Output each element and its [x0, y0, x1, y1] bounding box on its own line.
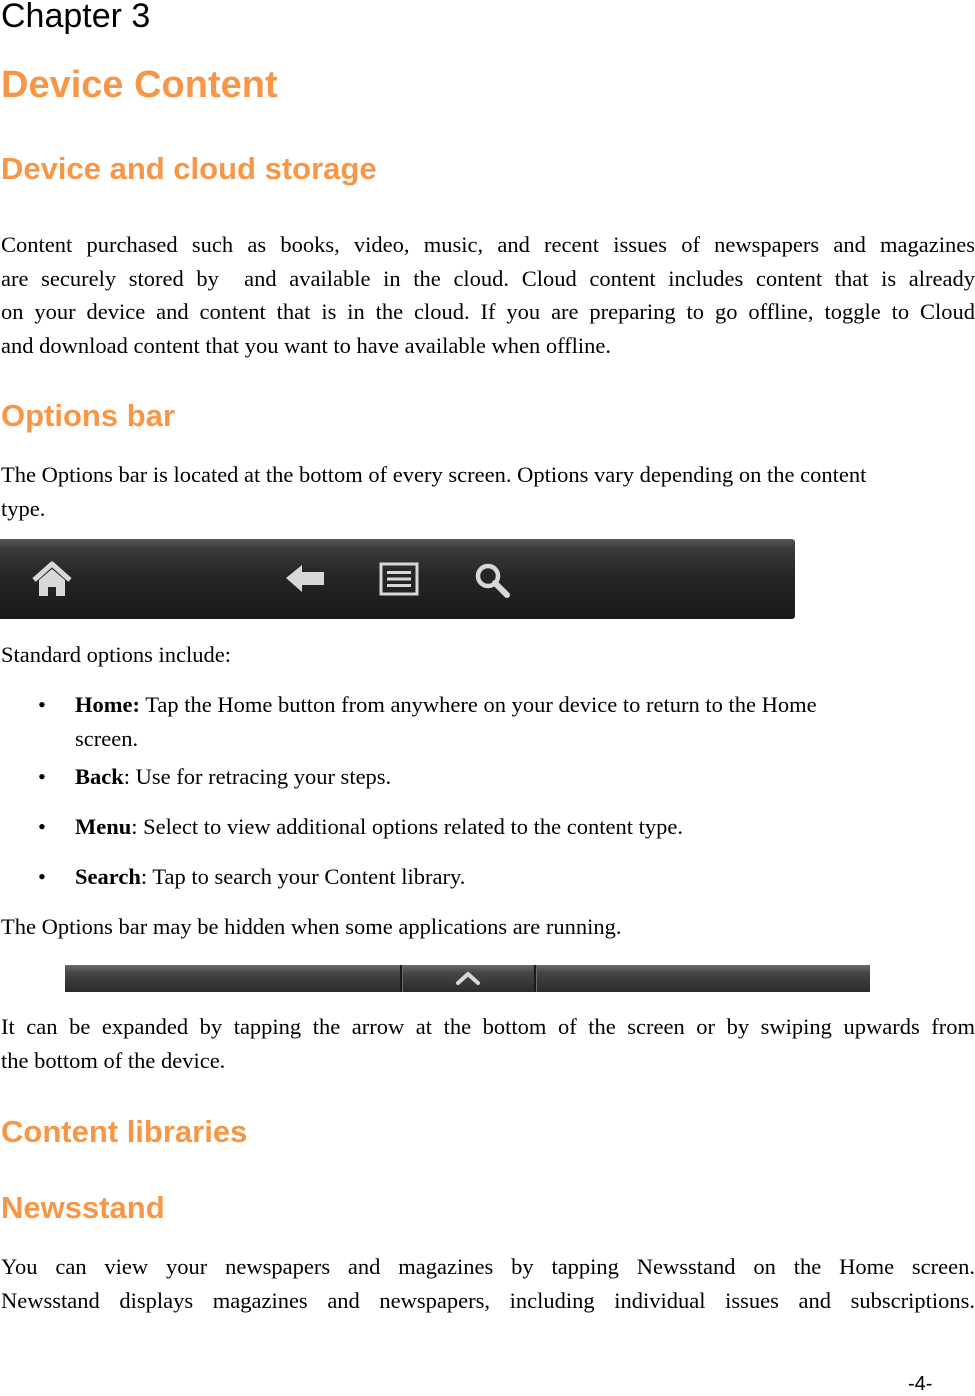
options-intro-line: The Options bar is located at the bottom of every screen. Options vary depending on the content	[1, 462, 867, 487]
options-intro-line: type.	[1, 495, 46, 521]
bullet-icon: •	[38, 692, 46, 717]
options-hidden-note: The Options bar may be hidden when some applications are running.	[1, 914, 622, 939]
expand-line: the bottom of the device.	[1, 1047, 226, 1073]
bullet-term: Search	[75, 864, 141, 889]
bullet-text: screen.	[75, 725, 139, 751]
chapter-label: Chapter 3	[1, 0, 151, 35]
bullet-term: Home:	[75, 692, 140, 717]
bar-divider	[534, 965, 537, 992]
search-icon[interactable]	[470, 559, 514, 599]
heading-device-cloud-storage: Device and cloud storage	[1, 151, 377, 186]
list-item	[38, 860, 925, 894]
page-number: -4-	[908, 1373, 933, 1395]
bullet-icon: •	[38, 764, 46, 789]
menu-icon[interactable]	[377, 559, 421, 599]
bullet-text: : Use for retracing your steps.	[123, 764, 392, 789]
storage-line: Content purchased such as books, video, music, and recent issues of newspapers and magazines	[1, 232, 975, 257]
chevron-up-icon[interactable]	[455, 970, 481, 986]
storage-line: are securely stored by and available in the cloud. Cloud content includes content that is already	[1, 265, 975, 291]
list-item	[38, 810, 925, 844]
bullet-term: Back	[75, 764, 124, 789]
collapsed-options-bar-image	[65, 965, 870, 992]
bullet-text: Tap the Home button from anywhere on your device to return to the Home	[139, 692, 817, 717]
options-intro	[1, 458, 975, 525]
bullet-icon: •	[38, 814, 46, 839]
bullet-icon: •	[38, 864, 46, 889]
back-arrow-icon[interactable]	[283, 559, 327, 599]
newsstand-line: Newsstand displays magazines and newspapers, including individual issues and subscriptions.	[1, 1287, 975, 1313]
storage-line: on your device and content that is in the cloud. If you are preparing to go offline, toggle to Cloud	[1, 299, 975, 324]
list-item	[38, 760, 925, 794]
expand-line: It can be expanded by tapping the arrow at the bottom of the screen or by swiping upwards from	[1, 1014, 975, 1039]
bullet-text: : Tap to search your Content library.	[140, 864, 466, 889]
page-title: Device Content	[1, 64, 278, 106]
bullet-text: : Select to view additional options related to the content type.	[131, 814, 683, 839]
newsstand-paragraph	[1, 1250, 975, 1317]
heading-options-bar: Options bar	[1, 398, 175, 433]
newsstand-line: You can view your newspapers and magazines by tapping Newsstand on the Home screen.	[1, 1254, 975, 1279]
heading-newsstand: Newsstand	[1, 1190, 165, 1225]
bar-divider	[400, 965, 403, 992]
heading-content-libraries: Content libraries	[1, 1114, 248, 1149]
standard-options-label: Standard options include:	[1, 642, 231, 667]
home-icon[interactable]	[30, 559, 74, 599]
storage-line: and download content that you want to have available when offline.	[1, 332, 612, 358]
bullet-term: Menu	[75, 814, 132, 839]
options-bar-image	[0, 539, 795, 619]
expand-paragraph	[1, 1010, 975, 1077]
storage-paragraph	[1, 228, 975, 362]
list-item	[38, 688, 925, 755]
